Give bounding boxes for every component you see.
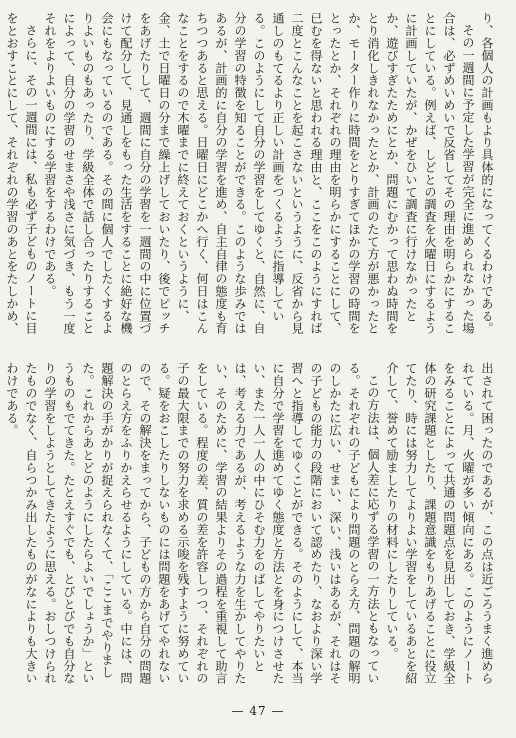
paragraph: その一週間に予定した学習が完全に進められなかった場合は、必ずめいめいで反省してその理由を明らかにすることにしている。例えば、しどとの調査を火曜日にするように計画していたが、かぜをひいて調査に行けなかったとか、遊びすぎたためにとか、問題にむかって思わぬ時間をとり消化しきれなかったとか、計画のたて方が悪かったとか、モーター作りに時間をとりすぎてほかの学習の時間をとったとか、それぞれの理由を明らかにすることにして、已むを得ないと思われる理由と、ここをこのようにすれば二度とこんなことを起こさないというように、反省から見通しのもてるより正しい計画をつくるように指導している。このようにして自分の学習をしてゆくと、自然に、自分の学習の特徴を知ることができる。このような歩みではあるが、計画的に自分の学習を進め、自主自律の態度も育ちつつあると思える。日曜日にどこかへ行く、何日はこんなことをするので木曜までに終えておくというように、金、土で日曜日の分まで繰上げしておいたり、後でピッチをあげたりして、週間に自分の学習を一週間の中に位置づけて配分して、見通しをもった生活をすることに絶好な機会にもなっているのである。その間に個人でしたくするよりよいものもあったり、学級全体で話し合ったりすることによって、自分の学習のせまさや浅さに気づき、もう一度それをよりよいものにする学習をするわけである。 xyxy=(43,12,475,335)
paragraph: り、各個人の計画もより具体的になってくるわけである。 xyxy=(480,12,494,335)
paragraph: 出されて困ったのであるが、この点は近ごろうまく進められている。月、火曜が多い傾向にある。このようにノートをみることによって共通の問題点を見出しておき、学級全体の研究課題としたり、課題意識をもりあげることに役立てたり、時には努力してよりよい学習をしているあとを紹介して、誉めて励ましたりの材料にしたりしている。 xyxy=(385,362,494,685)
page-number: — 47 — xyxy=(231,704,285,718)
lower-text-block xyxy=(5,362,496,692)
upper-text-block xyxy=(5,12,496,336)
paragraph: さらに、その一週間には、私も必ず子どものノートに目をとおすことにして、それぞれの学習のあとをたしかめ、 xyxy=(5,12,38,335)
paragraph: この方法は、個人差に応ずる学習の一方法ともなっている。それぞれの子どもにより問題のとらえ方、問題の解明のしかたに広い、せまい、深い、浅いはあるが、それはその子どもの能力の段階において認めたり、なおより深い学習へと指導してゆくことができる。そのようにして、本当に自分で学習を進めてゆく態度と方法とを身につけさせたい、また一人一人の中にひそむ力をのばしてやりたいとは、考える力であるが、考えるような力を生かしてやりたい、そのために、学習の結果よりその過程を重視して助言をしている。程度の差、質の差を許容しつつ、それぞれの子の最大限までの努力を求める示唆を残すように努めている。疑をおこしたりしないものには問題をあげてやれないので、その解決をまってから、子どもの方から自分の問題のとらえ方をふりかえらせるようにしている。中には、問題解決の手がかりが捉えられなくて、「ここまでやりました。これからあとどのようにしたらよいでしょうか」というものもでてきた。たとえすぐでも、とびとびでも自分なりの学習をしようとしてきたように思える。おしつけられたものでなく、自らつかみ出したものがなによりも大きいわけである。 xyxy=(5,362,380,685)
